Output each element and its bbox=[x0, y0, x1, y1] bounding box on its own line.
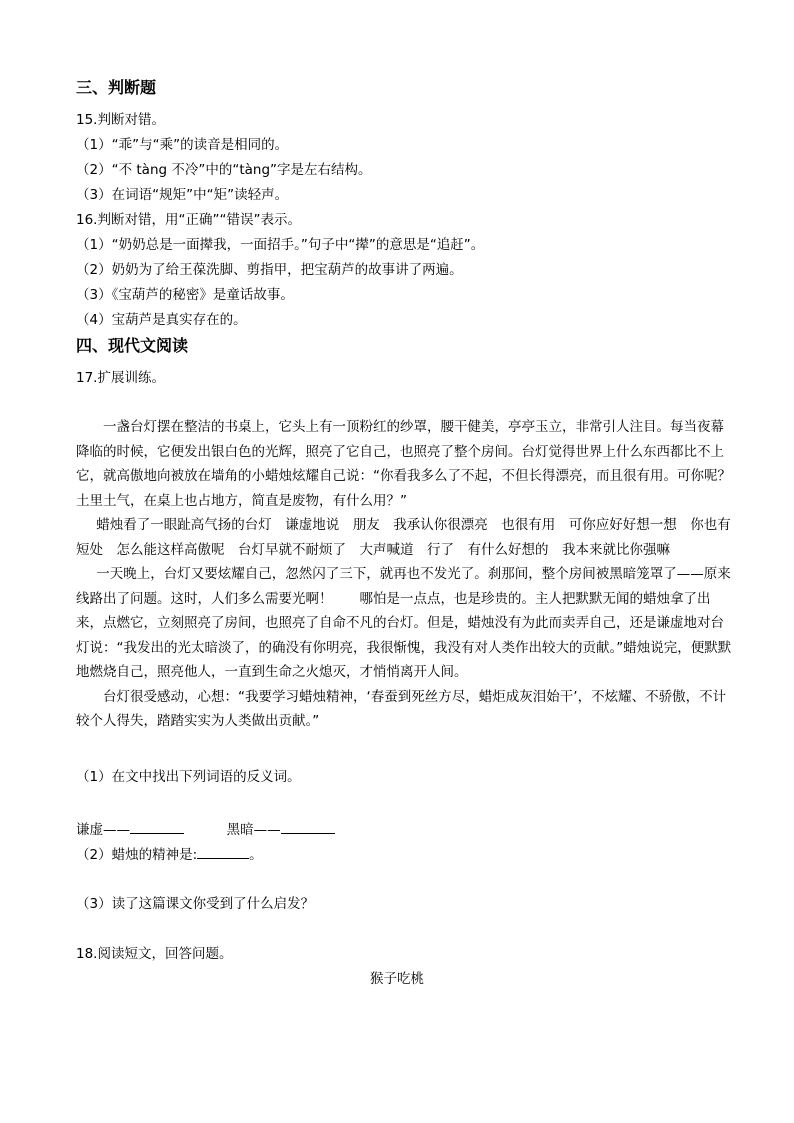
question-16-item-2: （2）奶奶为了给王葆洗脚、剪指甲，把宝葫芦的故事讲了两遍。 bbox=[76, 262, 463, 278]
section-title-reading: 四、现代文阅读 bbox=[76, 336, 189, 355]
answer-blank-1[interactable] bbox=[130, 820, 184, 834]
antonym-word-1: 谦虚—— bbox=[76, 822, 130, 838]
question-17-stem: 17.扩展训练。 bbox=[76, 370, 165, 386]
passage-paragraph-4: 台灯很受感动，心想：“我要学习蜡烛精神，‘春蚕到死丝方尽，蜡炬成灰泪始干’，不炫耀、不骄傲，不计较个人得失，踏踏实实为人类做出贡献。” bbox=[76, 688, 727, 729]
question-15-item-3: （3）在词语“规矩”中“矩”读轻声。 bbox=[76, 187, 289, 203]
passage-paragraph-1: 一盏台灯摆在整洁的书桌上，它头上有一顶粉红的纱罩，腰干健美，亭亭玉立，非常引人注目。每当夜幕降临的时候，它便发出银白色的光辉，照亮了它自己，也照亮了整个房间。台灯觉得世界上什么东西都比不上它，就高傲地向被放在墙角的小蜡烛炫耀自己说：“你看我多么了不起，不但长得漂亮，而且很有用。可你呢？土里土气，在桌上也占地方，简直是废物，有什么用？” bbox=[76, 419, 731, 509]
question-16-item-1: （1）“奶奶总是一面撵我，一面招手。”句子中“撵”的意思是“追赶”。 bbox=[76, 237, 485, 253]
passage-paragraph-3: 一天晚上，台灯又要炫耀自己，忽然闪了三下，就再也不发光了。刹那间，整个房间被黑暗笼罩了——原来线路出了问题。这时，人们多么需要光啊！ 哪怕是一点点，也是珍贵的。主人把默默无闻的蜡烛拿了出来，点燃它，立刻照亮了房间，也照亮了自命不凡的台灯。但是，蜡烛没有为此而卖弄自己，还是谦虚地对台灯说：“我发出的光太暗淡了，的确没有你明亮，我很惭愧，我没有对人类作出较大的贡献。”蜡烛说完，便默默地燃烧自己，照亮他人，一直到生命之火熄灭，才悄悄离开人间。 bbox=[76, 566, 732, 680]
reading-passage bbox=[76, 415, 736, 734]
question-17-sub-2 bbox=[76, 845, 263, 864]
answer-blank-3[interactable] bbox=[197, 845, 249, 859]
sub-2-text: （2）蜡烛的精神是: bbox=[76, 847, 198, 863]
question-18-stem: 18.阅读短文，回答问题。 bbox=[76, 946, 233, 962]
section-title-judgement: 三、判断题 bbox=[76, 78, 157, 97]
passage-paragraph-2: 蜡烛看了一眼趾高气扬的台灯 谦虚地说 朋友 我承认你很漂亮 也很有用 可你应好好想一想 你也有短处 怎么能这样高傲呢 台灯早就不耐烦了 大声喊道 行了 有什么好想的 我本来就比你强嘛 bbox=[76, 517, 731, 558]
sub-2-period: 。 bbox=[249, 847, 263, 863]
question-15-stem: 15.判断对错。 bbox=[76, 112, 165, 128]
question-16-item-3: （3）《宝葫芦的秘密》是童话故事。 bbox=[76, 287, 294, 303]
question-16-stem: 16.判断对错，用“正确”“错误”表示。 bbox=[76, 212, 301, 228]
question-17-sub-1: （1）在文中找出下列词语的反义词。 bbox=[76, 769, 301, 785]
question-17-sub-3: （3）读了这篇课文你受到了什么启发？ bbox=[76, 896, 315, 912]
antonym-word-2: 黑暗—— bbox=[226, 822, 281, 838]
question-16-item-4: （4）宝葫芦是真实存在的。 bbox=[76, 312, 247, 328]
answer-blank-2[interactable] bbox=[281, 820, 335, 834]
article-title: 猴子吃桃 bbox=[370, 971, 424, 987]
antonym-line bbox=[76, 820, 335, 839]
question-15-item-2: （2）“不 tàng 不冷”中的“tàng”字是左右结构。 bbox=[76, 162, 372, 178]
question-15-item-1: （1）“乖”与“乘”的读音是相同的。 bbox=[76, 137, 289, 153]
